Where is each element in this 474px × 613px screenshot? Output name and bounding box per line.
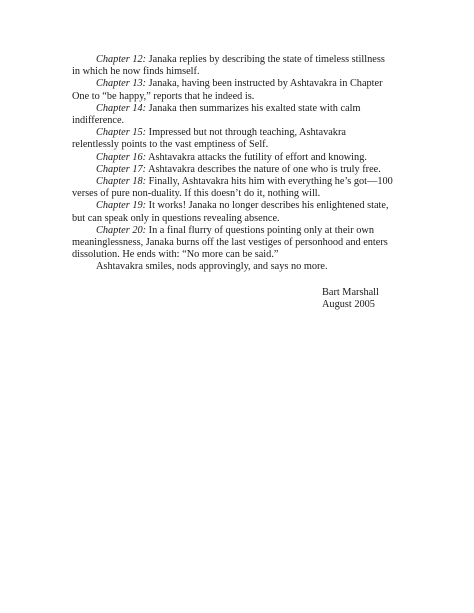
paragraph-text: In a final flurry of questions pointing only at their own meaninglessness, Janaka burns off the last vestiges of personhood and enters dissolution. He ends with: “No more can be said.” <box>72 224 388 261</box>
paragraph-text: Janaka replies by describing the state of timeless stillness in which he now finds himself. <box>72 54 385 78</box>
signature-block <box>322 287 379 311</box>
chapter-label: Chapter 17: <box>96 163 147 175</box>
signature-date: August 2005 <box>322 299 375 311</box>
paragraph-text: Ashtavakra describes the nature of one who is truly free. <box>146 163 381 175</box>
paragraph-text: Janaka, having been instructed by Ashtavakra in Chapter One to “be happy,” reports that he indeed is. <box>72 78 383 102</box>
chapter-label: Chapter 14: <box>96 102 147 114</box>
chapter-label: Chapter 15: <box>96 127 147 139</box>
chapter-label: Chapter 13: <box>96 78 147 90</box>
paragraph-chapter-13 <box>72 78 394 102</box>
paragraph-chapter-19 <box>72 200 394 224</box>
paragraph-text: Impressed but not through teaching, Ashtavakra relentlessly points to the vast emptiness of Self. <box>72 127 346 151</box>
paragraph-text: Janaka then summarizes his exalted state with calm indifference. <box>72 102 361 127</box>
paragraph-text: It works! Janaka no longer describes his enlightened state, but can speak only in questions revealing absence. <box>72 200 389 224</box>
paragraph-chapter-12 <box>72 54 394 78</box>
paragraph-text: Finally, Ashtavakra hits him with everything he’s got—100 verses of pure non-duality. If this doesn’t do it, nothing will. <box>72 176 393 200</box>
chapter-summary <box>72 54 394 274</box>
paragraph-chapter-18 <box>72 176 394 200</box>
paragraph-chapter-14 <box>72 103 394 127</box>
author-name: Bart Marshall <box>322 287 379 298</box>
chapter-label: Chapter 20: <box>96 224 147 236</box>
paragraph-chapter-15 <box>72 127 394 151</box>
chapter-label: Chapter 19: <box>96 200 147 212</box>
paragraph-chapter-16 <box>72 152 394 164</box>
chapter-label: Chapter 16: <box>96 151 147 163</box>
paragraph-chapter-17 <box>72 164 394 176</box>
chapter-label: Chapter 12: <box>96 54 147 65</box>
chapter-label: Chapter 18: <box>96 176 147 188</box>
paragraph-chapter-20 <box>72 225 394 262</box>
paragraph-text: Ashtavakra attacks the futility of effort and knowing. <box>146 151 367 163</box>
closing-paragraph: Ashtavakra smiles, nods approvingly, and says no more. <box>96 261 328 273</box>
